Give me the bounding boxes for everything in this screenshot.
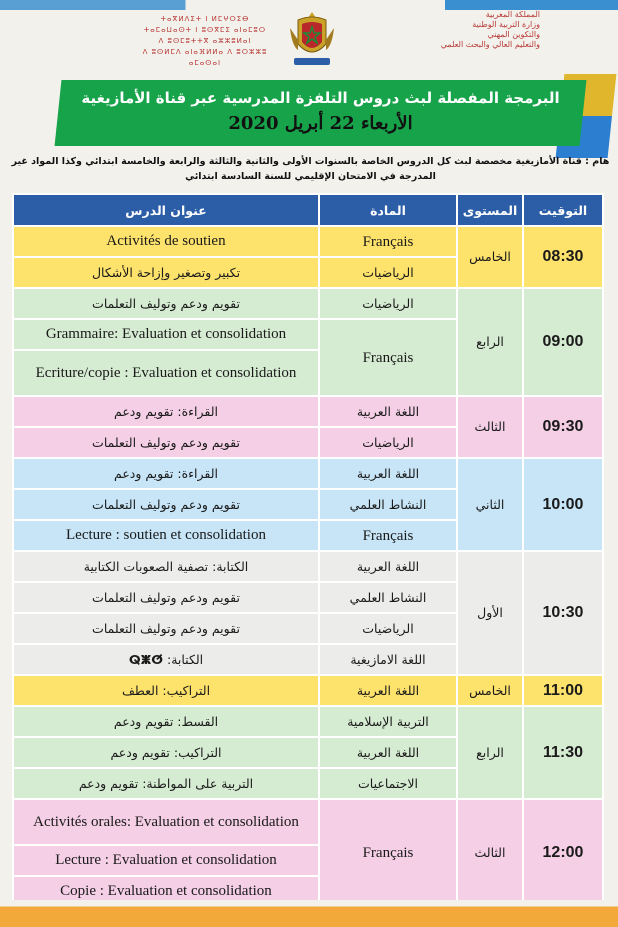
schedule-table <box>12 193 604 908</box>
lesson-cell: Lecture : Evaluation et consolidation <box>13 845 319 876</box>
lesson-cell: تقويم ودعم وتوليف التعلمات <box>13 613 319 644</box>
time-cell: 08:30 <box>523 226 603 288</box>
level-cell: الخامس <box>457 226 523 288</box>
top-decor-bar <box>0 0 618 10</box>
lesson-cell: Copie : Evaluation et consolidation <box>13 876 319 907</box>
subject-cell: الرياضيات <box>319 257 457 288</box>
level-cell: الثالث <box>457 396 523 458</box>
subject-cell: Français <box>319 226 457 257</box>
header-subject: المادة <box>319 194 457 226</box>
time-cell: 09:30 <box>523 396 603 458</box>
subject-cell: النشاط العلمي <box>319 582 457 613</box>
table-row <box>13 226 603 257</box>
time-cell: 09:00 <box>523 288 603 396</box>
time-cell: 10:30 <box>523 551 603 675</box>
level-cell: الرابع <box>457 288 523 396</box>
subject-cell: التربية الإسلامية <box>319 706 457 737</box>
subject-cell: Français <box>319 799 457 907</box>
lesson-cell: تقويم ودعم وتوليف التعلمات <box>13 582 319 613</box>
ministry-name-tifinagh: ⵜⴰⴳⵍⴷⵉⵜ ⵏ ⵍⵎⵖⵔⵉⴱ ⵜⴰⵎⴰⵡⴰⵙⵜ ⵏ ⵓⵙⴳⵎⵉ ⴰⵏⴰⵎⵓⵔ ⴷ ⵓⵙⵎⵓⵜⵜⴳ ⴰⵣⵣⵓⵍⴰⵏ ⴷ ⵓⵙⵍⵎⴷ ⴰⵏⴰⴼⵍⵍⴰ ⴷ ⵓⵔⵣⵣⵓ ⴰⵎⴰⵙⴰⵏ <box>142 15 268 67</box>
ministry-name-arabic: المملكة المغربية وزارة التربية الوطنية والتكوين المهني والتعليم العالي والبحث العلمي <box>440 10 540 49</box>
lesson-cell: القراءة: تقويم ودعم <box>13 458 319 489</box>
time-cell: 10:00 <box>523 458 603 551</box>
page-title: البرمجة المفصلة لبث دروس التلفزة المدرسية عبر قناة الأمازيغية <box>81 89 560 107</box>
lesson-cell: Ecriture/copie : Evaluation et consolidation <box>13 350 319 396</box>
bottom-decor-bar <box>0 900 618 927</box>
subject-cell: اللغة العربية <box>319 675 457 706</box>
level-cell: الثاني <box>457 458 523 551</box>
lesson-cell: التربية على المواطنة: تقويم ودعم <box>13 768 319 799</box>
table-row <box>13 799 603 845</box>
level-cell: الخامس <box>457 675 523 706</box>
schedule-date: الأربعاء 22 أبريل 2020 <box>228 113 413 134</box>
header-level: المستوى <box>457 194 523 226</box>
subject-cell: اللغة العربية <box>319 551 457 582</box>
level-cell: الرابع <box>457 706 523 799</box>
table-row <box>13 396 603 427</box>
lesson-cell: تقويم ودعم وتوليف التعلمات <box>13 489 319 520</box>
subject-cell: اللغة العربية <box>319 737 457 768</box>
table-row <box>13 288 603 319</box>
header-time: التوقيت <box>523 194 603 226</box>
lesson-cell: القسط: تقويم ودعم <box>13 706 319 737</box>
lesson-cell: الكتابة: تصفية الصعوبات الكتابية <box>13 551 319 582</box>
time-cell: 12:00 <box>523 799 603 907</box>
subject-cell: الرياضيات <box>319 427 457 458</box>
lesson-cell: تقويم ودعم وتوليف التعلمات <box>13 427 319 458</box>
table-row <box>13 706 603 737</box>
lesson-cell: التراكيب: تقويم ودعم <box>13 737 319 768</box>
coat-of-arms-icon <box>286 10 338 70</box>
time-cell: 11:00 <box>523 675 603 706</box>
table-header-row <box>13 194 603 226</box>
lesson-cell: القراءة: تقويم ودعم <box>13 396 319 427</box>
lesson-cell: التراكيب: العطف <box>13 675 319 706</box>
important-note: هام : قناة الأمازيغية مخصصة لبث كل الدروس الخاصة بالسنوات الأولى والثانية والثالثة والرابعة والخامسة ابتدائي وكذا المواد غير المدرجة في الامتحان الإقليمي للسنة السادسة ابتدائي <box>11 156 610 182</box>
subject-cell: اللغة الامازيغية <box>319 644 457 675</box>
table-row <box>13 551 603 582</box>
subject-cell: Français <box>319 520 457 551</box>
subject-cell: اللغة العربية <box>319 396 457 427</box>
lesson-prefix: الكتابة: <box>166 651 204 667</box>
subject-cell: النشاط العلمي <box>319 489 457 520</box>
subject-cell: اللغة العربية <box>319 458 457 489</box>
subject-cell: Français <box>319 319 457 396</box>
subject-cell: الاجتماعيات <box>319 768 457 799</box>
level-cell: الثالث <box>457 799 523 907</box>
level-cell: الأول <box>457 551 523 675</box>
time-cell: 11:30 <box>523 706 603 799</box>
header-lesson: عنوان الدرس <box>13 194 319 226</box>
lesson-cell: تقويم ودعم وتوليف التعلمات <box>13 288 319 319</box>
table-row <box>13 458 603 489</box>
lesson-cell: Grammaire: Evaluation et consolidation <box>13 319 319 350</box>
lesson-cell: Activités orales: Evaluation et consolidation <box>13 799 319 845</box>
lesson-cell: تكبير وتصغير وإزاحة الأشكال <box>13 257 319 288</box>
lesson-cell: Activités de soutien <box>13 226 319 257</box>
subject-cell: الرياضيات <box>319 288 457 319</box>
lesson-cell: Lecture : soutien et consolidation <box>13 520 319 551</box>
table-row <box>13 675 603 706</box>
lesson-cell <box>13 644 319 675</box>
lesson-tifinagh: ⵕⵥⵚ <box>128 651 163 667</box>
subject-cell: الرياضيات <box>319 613 457 644</box>
